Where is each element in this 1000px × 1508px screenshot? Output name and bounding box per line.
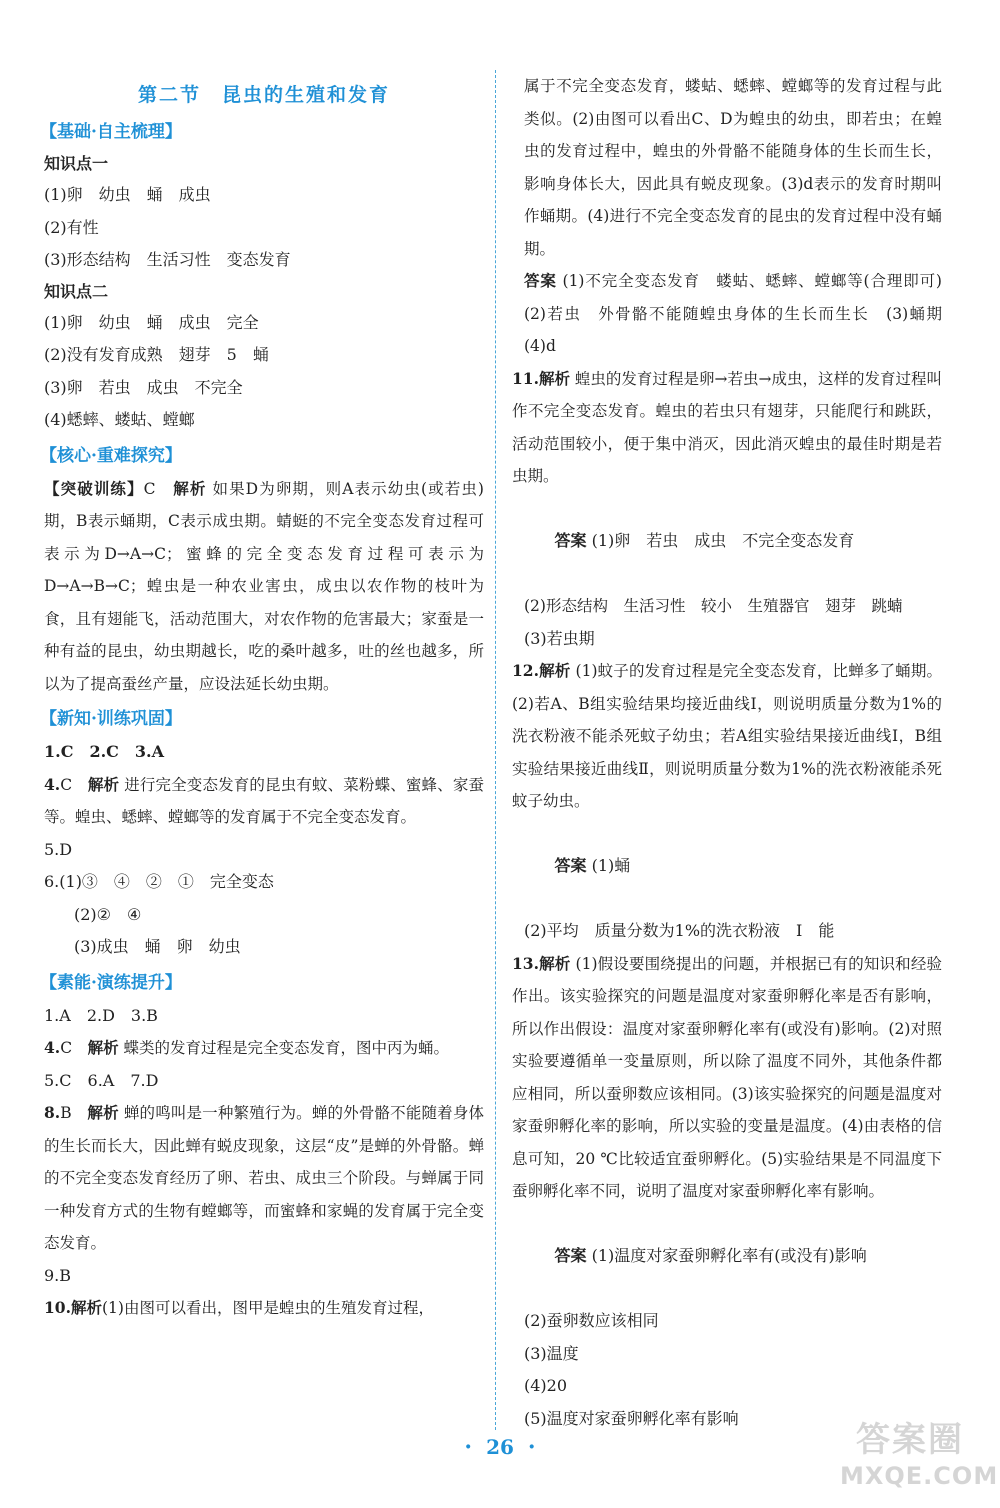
question-answer: C [60, 1039, 88, 1057]
right-column [512, 70, 958, 1435]
page-dot-left: · [464, 1434, 473, 1460]
question-4 [44, 769, 484, 834]
answers-1-3: 1.C 2.C 3.A [44, 742, 164, 761]
question-b10 [44, 1292, 484, 1325]
analysis-text: (1)由图可以看出，图甲是蝗虫的生殖发育过程， [101, 1299, 434, 1317]
analysis-text: 蝉的鸣叫是一种繁殖行为。蝉的外骨骼不能随着身体的生长而长大，因此蝉有蜕皮现象，这层“皮”是蝉的外骨骼。蝉的不完全变态发育经历了卵、若虫、成虫三个阶段。与蝉属于同一种发育方式的生物有螳螂等，而蜜蜂和家蝇的发育属于完全变态发育。 [44, 1104, 485, 1252]
breakthrough-answer: C [143, 479, 174, 498]
analysis-label: 解析 [173, 478, 207, 498]
heading-ability: 【素能·演练提升】 [40, 972, 182, 993]
breakthrough-label: 【突破训练】 [44, 478, 144, 498]
analysis-label: 解析 [87, 1038, 119, 1057]
knowledge-point-2: 知识点二 [44, 281, 109, 301]
kp1-line: (3)形态结构 生活习性 变态发育 [44, 250, 291, 269]
q13-answer-2: (2)蚕卵数应该相同 [524, 1311, 659, 1330]
watermark-url: MXQE.COM [840, 1462, 999, 1490]
section-title: 第二节 昆虫的生殖和发育 [137, 84, 390, 106]
breakthrough-text: 如果D为卵期，则A表示幼虫(或若虫)期，B表示蛹期，C表示成虫期。蜻蜓的不完全变态发育过程可表示为D→A→C；蜜蜂的完全变态发育过程可表示为D→A→B→C；蝗虫是一种农业害虫，成虫以农作物的枝叶为食，且有翅能飞，活动范围大，对农作物的危害最大；家蚕是一种有益的昆虫，幼虫期越长，吃的桑叶越多，吐的丝也越多，所以为了提高蚕丝产量，应设法延长幼虫期。 [44, 479, 484, 693]
answers-b5-7: 5.C 6.A 7.D [44, 1070, 159, 1090]
q13-answer [512, 1208, 942, 1306]
q11-answer-3: (3)若虫期 [524, 628, 595, 648]
answer-text: (1)温度对家蚕卵孵化率有(或没有)影响 [586, 1246, 867, 1265]
answer-text: (1)卵 若虫 成虫 不完全变态发育 [586, 531, 855, 550]
answer-b9: 9.B [44, 1265, 72, 1285]
heading-new-knowledge: 【新知·训练巩固】 [40, 709, 182, 729]
kp1-line: (1)卵 幼虫 蛹 成虫 [44, 185, 211, 204]
watermark-logo [840, 1418, 999, 1498]
question-number: 10. [44, 1298, 71, 1317]
analysis-text: 进行完全变态发育的昆虫有蚊、菜粉蝶、蜜蜂、家蚕等。蝗虫、蟋蟀、螳螂等的发育属于不完全变态发育。 [44, 775, 484, 826]
question-b8 [44, 1097, 484, 1260]
watermark-text: 答案圈 [856, 1420, 964, 1460]
question-answer: B [60, 1104, 88, 1122]
answer-6-2: (2)② ④ [74, 904, 142, 924]
analysis-text: 蝗虫的发育过程是卵→若虫→成虫，这样的发育过程叫作不完全变态发育。蝗虫的若虫只有翅芽，只能爬行和跳跃，活动范围较小，便于集中消灭，因此消灭蝗虫的最佳时期是若虫期。 [512, 369, 942, 485]
q12-answer-2: (2)平均 质量分数为1%的洗衣粉液 Ⅰ 能 [524, 921, 835, 940]
kp1-line: (2)有性 [44, 217, 99, 237]
heading-core: 【核心·重难探究】 [40, 445, 182, 466]
question-number: 8. [44, 1103, 61, 1122]
question-13 [512, 948, 942, 1208]
analysis-label: 解析 [87, 1103, 119, 1122]
heading-basic: 【基础·自主梳理】 [40, 122, 182, 142]
kp2-line: (3)卵 若虫 成虫 不完全 [44, 377, 243, 397]
question-answer: C [60, 775, 88, 794]
q13-answer-3: (3)温度 [524, 1343, 579, 1363]
question-b4 [44, 1032, 484, 1065]
answer-label: 答案 [554, 531, 587, 550]
kp2-line: (4)蟋蟀、蝼蛄、螳螂 [44, 410, 195, 429]
analysis-text: (1)蚊子的发育过程是完全变态发育，比蝉多了蛹期。(2)若A、B组实验结果均接近曲线Ⅰ，则说明质量分数为1%的洗衣粉液不能杀死蚊子幼虫；若A组实验结果接近曲线Ⅰ，B组实验结果接近曲线Ⅱ，则说明质量分数为1%的洗衣粉液能杀死蚊子幼虫。 [512, 662, 942, 810]
page-number-value: 26 [486, 1435, 514, 1459]
answer-label: 答案 [524, 271, 557, 290]
q13-answer-4: (4)20 [524, 1376, 568, 1395]
question-11 [512, 363, 942, 493]
question-number: 4. [44, 774, 61, 794]
answer-6-3: (3)成虫 蛹 卵 幼虫 [74, 937, 241, 956]
page-dot-right: · [527, 1434, 536, 1460]
analysis-label: 解析 [538, 661, 571, 680]
breakthrough-training [44, 473, 484, 701]
q11-answer-2: (2)形态结构 生活习性 较小 生殖器官 翅芽 跳蝻 [524, 597, 903, 615]
q13-answer-5: (5)温度对家蚕卵孵化率有影响 [524, 1408, 739, 1428]
q10-answer [512, 265, 958, 363]
question-number: 13. [512, 953, 539, 973]
answer-label: 答案 [554, 1246, 587, 1265]
q11-answer [512, 493, 942, 591]
answer-text: (1)蛹 [586, 856, 631, 875]
knowledge-point-1: 知识点一 [44, 154, 109, 173]
answer-label: 答案 [554, 856, 587, 875]
analysis-text: 蝶类的发育过程是完全变态发育，图中丙为蛹。 [118, 1039, 450, 1057]
question-number: 11. [512, 368, 539, 388]
answer-5: 5.D [44, 839, 73, 859]
question-number: 12. [512, 661, 539, 680]
kp2-line: (1)卵 幼虫 蛹 成虫 完全 [44, 312, 259, 332]
analysis-label: 解析 [70, 1298, 102, 1317]
answer-6-1: 6.(1)③ ④ ② ① 完全变态 [44, 872, 274, 891]
question-12 [512, 655, 942, 818]
analysis-label: 解析 [538, 953, 571, 973]
left-column [40, 70, 485, 1325]
analysis-label: 解析 [87, 774, 120, 794]
answers-b1-3: 1.A 2.D 3.B [44, 1005, 158, 1025]
analysis-text: (1)假设要围绕提出的问题，并根据已有的知识和经验作出。该实验探究的问题是温度对家蚕卵孵化率是否有影响，所以作出假设：温度对家蚕卵孵化率有(或没有)影响。(2)对照实验要遵循单一变量原则，所以除了温度不同外，其他条件都应相同，所以蚕卵数应该相同。(3)该实验探究的问题是温度对家蚕卵孵化率的影响，所以实验的变量是温度。(4)由表格的信息可知，20 ℃比较适宜蚕卵孵化。(5)实验结果是不同温度下蚕卵孵化率不同，说明了温度对家蚕卵孵化率有影响。 [512, 954, 942, 1200]
column-divider [495, 70, 496, 1430]
answer-text: (1)不完全变态发育 蝼蛄、蟋蟀、螳螂等(合理即可) (2)若虫 外骨骼不能随蝗虫身体的生长而生长 (3)蛹期 (4)d [524, 272, 958, 355]
kp2-line: (2)没有发育成熟 翅芽 5 蛹 [44, 345, 269, 364]
q10-continued: 属于不完全变态发育，蝼蛄、蟋蟀、螳螂等的发育过程与此类似。(2)由图可以看出C、D为蝗虫的幼虫，即若虫；在蝗虫的发育过程中，蝗虫的外骨骼不能随身体的生长而生长，影响身体长大，因此具有蜕皮现象。(3)d表示的发育时期叫作蛹期。(4)进行不完全变态发育的昆虫的发育过程中没有蛹期。 [524, 77, 942, 258]
analysis-label: 解析 [538, 368, 570, 388]
question-number: 4. [44, 1038, 61, 1057]
q12-answer [512, 818, 942, 916]
